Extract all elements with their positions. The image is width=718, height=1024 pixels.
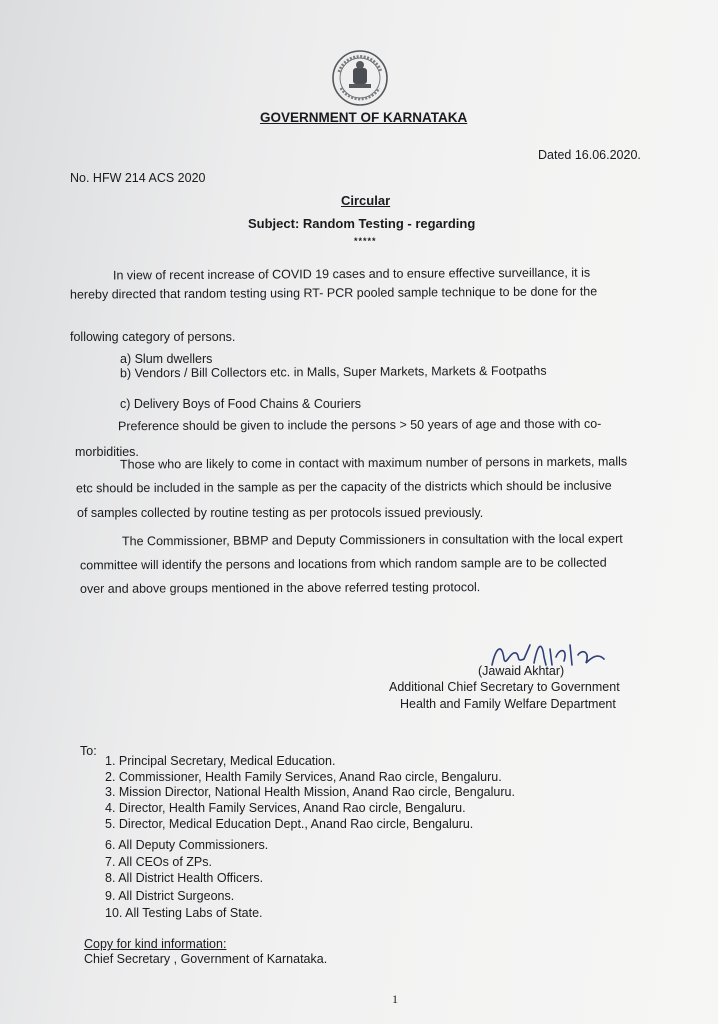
copy-recipient: Chief Secretary , Government of Karnataka. bbox=[84, 952, 328, 966]
paragraph-line: In view of recent increase of COVID 19 cases and to ensure effective surveillance, it is bbox=[112, 265, 591, 283]
recipient-item: 3. Mission Director, National Health Mission, Anand Rao circle, Bengaluru. bbox=[105, 785, 515, 799]
signatory-department: Health and Family Welfare Department bbox=[400, 697, 616, 711]
date-line: Dated 16.06.2020. bbox=[538, 148, 641, 162]
copy-label: Copy for kind information: bbox=[84, 937, 227, 951]
circular-heading: Circular bbox=[341, 193, 391, 208]
list-item: c) Delivery Boys of Food Chains & Couriers bbox=[120, 397, 362, 411]
recipient-item: 4. Director, Health Family Services, Anand Rao circle, Bengaluru. bbox=[105, 801, 466, 815]
paragraph-line: committee will identify the persons and locations from which random sample are to be collected bbox=[79, 555, 607, 573]
paragraph-line: Those who are likely to come in contact with maximum number of persons in markets, malls bbox=[119, 454, 628, 472]
subject-line: Subject: Random Testing - regarding bbox=[248, 216, 476, 231]
paragraph-line: over and above groups mentioned in the above referred testing protocol. bbox=[79, 580, 481, 596]
paragraph-line: hereby directed that random testing using RT- PCR pooled sample technique to be done for the bbox=[69, 284, 598, 302]
to-label: To: bbox=[80, 744, 97, 758]
recipient-item: 10. All Testing Labs of State. bbox=[105, 906, 263, 920]
signatory-name: (Jawaid Akhtar) bbox=[478, 664, 565, 678]
paragraph-line: morbidities. bbox=[75, 445, 139, 459]
recipient-item: 8. All District Health Officers. bbox=[105, 871, 264, 885]
paragraph-line: of samples collected by routine testing as per protocols issued previously. bbox=[77, 506, 484, 520]
list-item: a) Slum dwellers bbox=[120, 352, 213, 366]
recipient-item: 6. All Deputy Commissioners. bbox=[105, 838, 269, 852]
government-title: GOVERNMENT OF KARNATAKA bbox=[260, 110, 468, 125]
recipient-item: 5. Director, Medical Education Dept., Anand Rao circle, Bengaluru. bbox=[105, 817, 474, 831]
recipient-item: 2. Commissioner, Health Family Services, Anand Rao circle, Bengaluru. bbox=[105, 770, 502, 784]
page-number: 1 bbox=[392, 992, 398, 1006]
paragraph-line: The Commissioner, BBMP and Deputy Commissioners in consultation with the local expert bbox=[121, 531, 623, 549]
paragraph-line: etc should be included in the sample as per the capacity of the districts which should be inclusive bbox=[75, 478, 612, 496]
recipient-item: 7. All CEOs of ZPs. bbox=[105, 855, 212, 869]
recipient-item: 1. Principal Secretary, Medical Education. bbox=[105, 754, 336, 768]
paragraph-line: following category of persons. bbox=[70, 330, 236, 344]
paragraph-line: Preference should be given to include the persons > 50 years of age and those with co- bbox=[117, 416, 602, 434]
karnataka-emblem-icon bbox=[325, 48, 395, 108]
separator: ***** bbox=[354, 236, 377, 246]
reference-number: No. HFW 214 ACS 2020 bbox=[70, 171, 206, 185]
list-item: b) Vendors / Bill Collectors etc. in Malls, Super Markets, Markets & Footpaths bbox=[119, 363, 547, 381]
recipient-item: 9. All District Surgeons. bbox=[105, 889, 235, 903]
signatory-designation: Additional Chief Secretary to Government bbox=[389, 680, 620, 694]
